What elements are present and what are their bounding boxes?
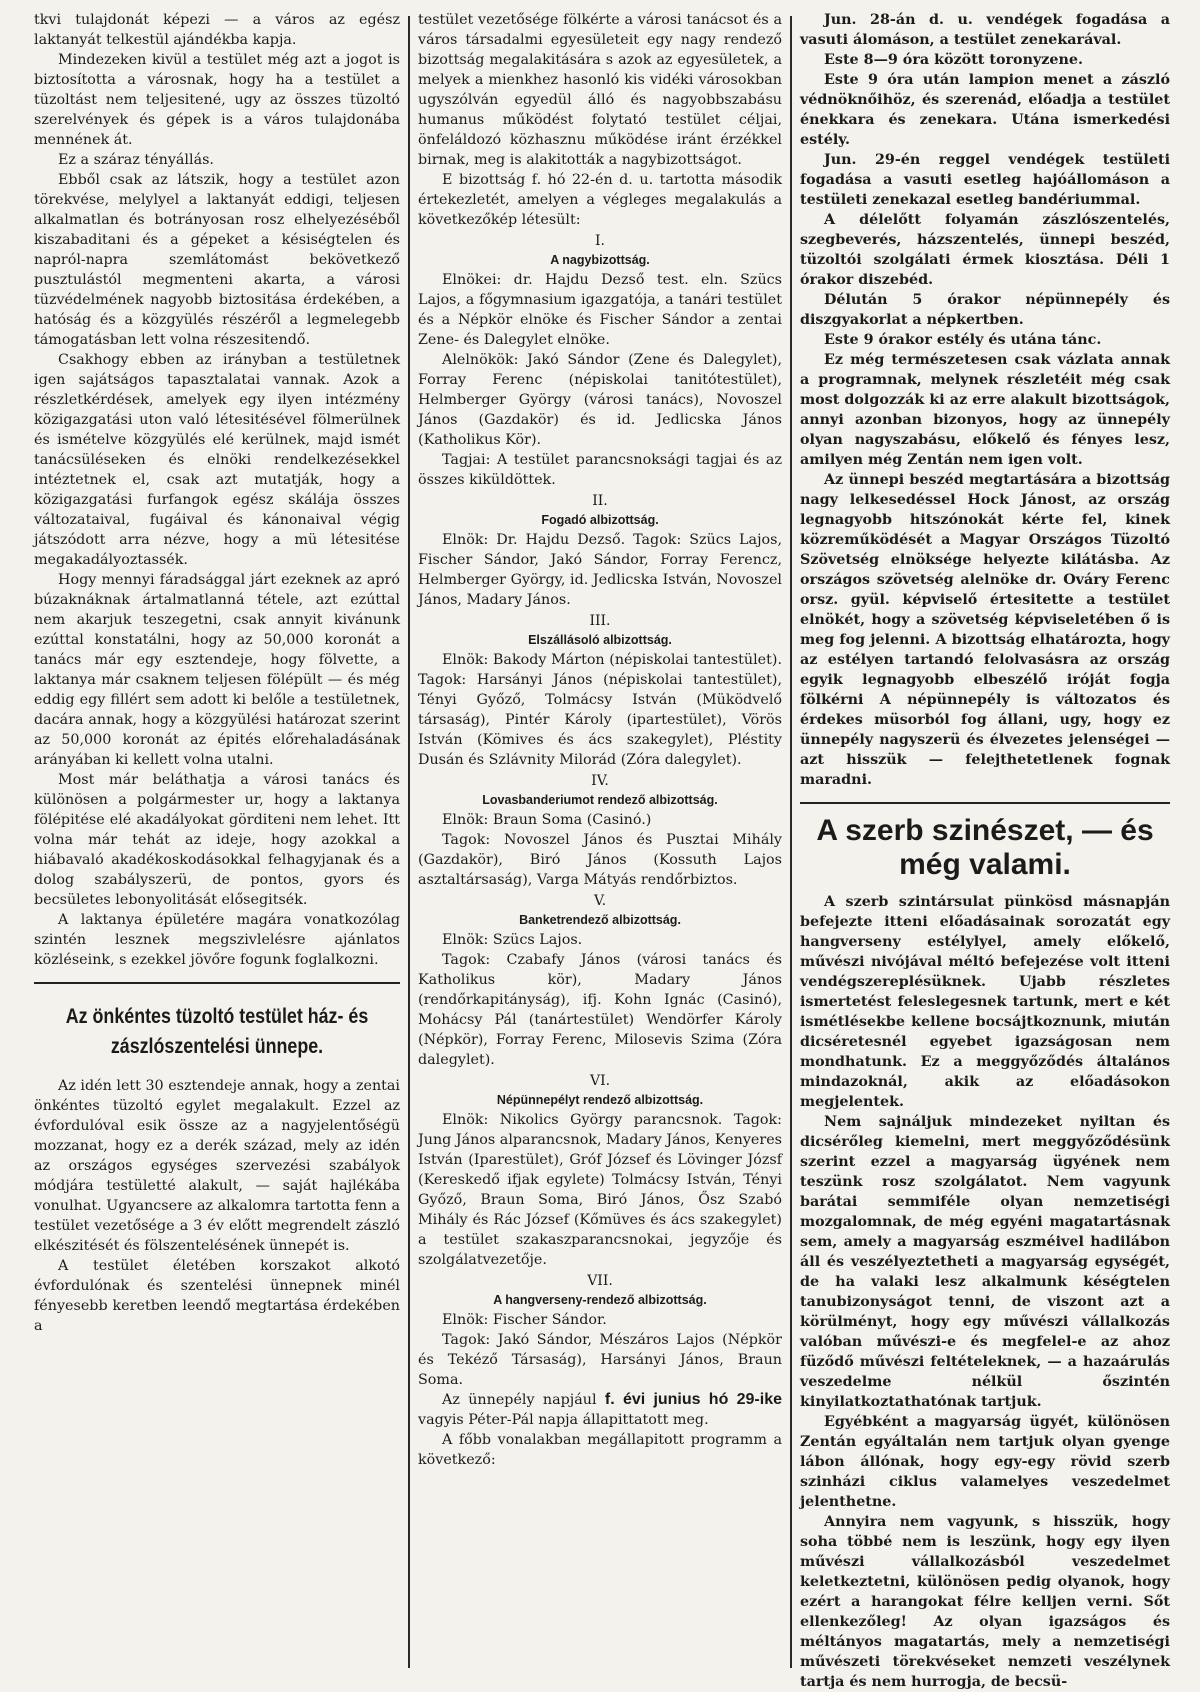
program-item: Este 9 órakor estély és utána tánc. bbox=[824, 332, 1102, 348]
paragraph: E bizottság f. hó 22-én d. u. tartotta második értekezletét, amelyen a végleges megalakulás a következőkép létesült: bbox=[418, 172, 782, 228]
committee-section-6 bbox=[418, 1072, 782, 1270]
program-item: Jun. 29-én reggel vendégek testületi fogadása a vasuti esetleg hajóállomáson a testületi zenekazal esetleg bandériummal. bbox=[800, 152, 1170, 208]
committee-section-1 bbox=[418, 232, 782, 490]
paragraph: Annyira nem vagyunk, s hisszük, hogy soha többé nem is leszünk, hogy egy ilyen művészi vállalkozásból veszedelmet keletkeztetni, különösen pedig olyanok, hogy ezért a harangokat félre kelljen verni. Sőt ellenkezőleg! Az olyan igazságos és méltányos magatartás, mely a nemzetiségi művészeti törekvéseket nemzeti veszélynek tartja és nem hurrogja, de becsü- bbox=[800, 1514, 1170, 1690]
paragraph: Hogy mennyi fáradsággal járt ezeknek az apró búzaknáknak ártalmatlanná tétele, azt ezúttal nem akarjuk teszegetni, csak annyit kivánunk ezúttal konstatálni, hogy az 50,000 koronát a tanács már egy esztendeje, hogy fölvette, a laktanya már csaknem teljesen fölépült — és még eddig egy fillért sem adott ki belőle a testületnek, dacára annak, hogy a közgyülési határozat szerint az 50,000 koronát az épités előrehaladásának arányában ki kellett volna utalni. bbox=[34, 572, 400, 768]
program-item: Ez még természetesen csak vázlata annak a programnak, melynek részletéit még csak most dolgozzák ki az erre alakult bizottságok, annyi azonban bizonyos, hogy az ünnepély olyan nagyszabásu, előkelő és fényes lesz, amilyen még Zentán nem igen volt. bbox=[800, 352, 1170, 468]
section-title: Lovasbanderiumot rendező albizottság. bbox=[482, 793, 718, 807]
festival-date-prefix: Az ünnepély napjául bbox=[442, 1392, 605, 1408]
section-line: Elnök: Szücs Lajos. bbox=[442, 932, 583, 948]
paragraph: Mindezeken kivül a testület még azt a jogot is biztosította a városnak, hogy ha a testület a tüzoltást nem teljesitené, ugy az összes tüzoltó szerelvények és gépek is a város tulajdonába mennének át. bbox=[34, 52, 400, 148]
committee-section-4 bbox=[418, 772, 782, 890]
section-number: I. bbox=[595, 233, 605, 249]
committee-section-3 bbox=[418, 612, 782, 770]
column-3 bbox=[800, 10, 1170, 1690]
section-number: V. bbox=[593, 893, 607, 909]
festival-date-paragraph bbox=[418, 1390, 782, 1430]
section-number: VII. bbox=[587, 1273, 613, 1289]
committee-section-5 bbox=[418, 892, 782, 1070]
section-number: III. bbox=[589, 613, 611, 629]
paragraph: A laktanya épületére magára vonatkozólag szintén lesznek megszivlelésre ajánlatos közléseink, s ezekkel jövőre fogunk foglalkozni. bbox=[34, 912, 400, 968]
committee-section-2 bbox=[418, 492, 782, 610]
section-title: A nagybizottság. bbox=[550, 253, 650, 267]
program-item: Este 9 óra után lampion menet a zászló védnöknőihöz, és szerenád, előadja a testület énekkara és zenekara. Utána ismerkedési estély. bbox=[800, 72, 1170, 148]
article-title-fire-brigade: Az önkéntes tüzoltó testület ház- és zászlószentelési ünnepe. bbox=[65, 1005, 369, 1058]
paragraph: Most már beláthatja a városi tanács és különösen a polgármester ur, hogy a laktanya fölépitése elé akadályokat görditeni nem lehet. Itt volna már tehát az ideje, hogy azokkal a hiábavaló akadékoskodásokkal felhagyjanak és a dolog szabályszerü, de pontos, gyors és becsületes lebonyolitását elősegitsék. bbox=[34, 772, 400, 908]
paragraph: Nem sajnáljuk mindezeket nyiltan és dicsérőleg kiemelni, mert meggyőződésünk szerint ezzel a magyarság ügyének nem teszünk rosz szolgálatot. Nem vagyunk barátai semmiféle olyan nemzetiségi mozgalomnak, de még egyéni magatartásnak sem, amely a magyarság eszméivel hadilábon áll és veszélyeztetheti a magyarság egységét, de ha valaki lesz alkalmunk késégtelen tanubizonyságot tenni, de viszont azt a körülményt, hogy egy művészi vállalkozás valóban művészi-e és megfelel-e az ahoz füződő művészi feltételeknek, — a hazaárulás veszedelme nélkül őszintén kinyilatkoztathatónak tartjuk. bbox=[800, 1114, 1170, 1410]
program-item: Délután 5 órakor népünnepély és diszgyakorlat a népkertben. bbox=[800, 292, 1170, 328]
section-line: Elnökei: dr. Hajdu Dezső test. eln. Szücs Lajos, a főgymnasium igazgatója, a tanári testület és a Népkör elnöke és Fischer Sándor a zentai Zene- és Dalegylet elnöke. bbox=[418, 272, 782, 348]
section-divider bbox=[800, 802, 1170, 804]
section-divider bbox=[34, 982, 400, 984]
section-line: Elnök: Dr. Hajdu Dezső. Tagok: Szücs Lajos, Fischer Sándor, Jakó Sándor, Forray Ferencz, Helmberger György, id. Jedlicska István, Novoszel János, Madary János. bbox=[418, 532, 782, 608]
col1-top-text bbox=[34, 10, 400, 970]
program-item: Az ünnepi beszéd megtartására a bizottság nagy lelkesedéssel Hock Jánost, az ország legnagyobb hitszónokát kérte fel, kinek közreműködését a Magyar Országos Tüzoltó Szövetség elnöksége helyezte kilátásba. Az országos szövetség alelnöke dr. Ováry Ferenc orsz. gyül. képviselő értesitette a testület elnökét, hogy a szövetség képviseletében ő is meg fog jelenni. A bizottság elhatározta, hogy az estélyen tartandó felolvasásra az ország egyik legnagyobb elbeszélő iróját fogja fölkérni A népünnepély is változatos és érdekes müsorból fog állani, ugy, hogy ez ünnepély nagyszerü és élvezetes jelenségei — azt hisszük — felejthetetlenek fognak maradni. bbox=[800, 472, 1170, 788]
section-title: A hangverseny-rendező albizottság. bbox=[493, 1293, 707, 1307]
paragraph: Ez a száraz tényállás. bbox=[58, 152, 214, 168]
section-line: Tagok: Novoszel János és Pusztai Mihály (Gazdakör), Biró János (Kossuth Lajos asztaltársaság), Varga Mátyás rendőrbiztos. bbox=[418, 832, 782, 888]
paragraph: A testület életében korszakot alkotó évfordulónak és szentelési ünnepnek minél fényesebb keretben leendő megtartása érdekében a bbox=[34, 1258, 400, 1334]
section-number: II. bbox=[592, 493, 608, 509]
section-line: Elnök: Fischer Sándor. bbox=[442, 1312, 607, 1328]
section-line: Elnök: Bakody Márton (népiskolai tantestület). Tagok: Harsányi János (népiskolai tantestület), Tényi Győző, Tolmácsy István (Müködvelő társaság), Pintér Károly (ipartestület), Vörös István (Kömives és ács szakegylet), Pléstity Dusán és Szlávnity Milorád (Zóra dalegylet). bbox=[418, 652, 782, 768]
column-rule-right bbox=[790, 16, 792, 1668]
section-line: Tagok: Czabafy János (városi tanács és Katholikus kör), Madary János (rendőrkapitányság), ifj. Kohn Ignác (Casinó), Mohácsy Pál (tanártestület) Wendörfer Károly (Népkör), Forray Ferenc, Milosevis Szima (Zóra dalegylet). bbox=[418, 952, 782, 1068]
paragraph: A szerb szintársulat pünkösd másnapján befejezte itteni előadásainak sorozatát egy hangverseny estélylyel, amely előkelő, művészi nivójával méltó befejezése volt itteni vendégszereplésüknek. Ujabb részletes ismertetést feleslegesnek tartunk, mert e két ismétlésekbe kellene bocsájtkoznunk, miután dicséretesnél egyebet igazságosan nem mondhatunk. Ez a meggyőződés általános mindazoknál, akik az előadásokon megjelentek. bbox=[800, 894, 1170, 1110]
paragraph: Ebből csak az látszik, hogy a testület azon törekvése, melylyel a laktanyát eddigi, teljesen alkalmatlan és botrányosan rosz elhelyezéséből kiszabaditani és a gépeket a késiségtelen és napról-napra szemlátomást bekövetkező pusztulástól megmenteni akarta, a városi tüzvédelmének nagyobb biztositása érdekében, a hatóság és a közgyülés részéről a legmelegebb támogatásban lett volna részesitendő. bbox=[34, 172, 400, 348]
program-item: Este 8—9 óra között toronyzene. bbox=[824, 52, 1083, 68]
paragraph: Az idén lett 30 esztendeje annak, hogy a zentai önkéntes tüzoltó egylet megalakult. Ezzel az évfordulóval esik össze az a nagyjelentőségü mozzanat, hogy ez a derék század, mely az idén az országos egységes szervezési szabályok módjára testületté alakult, — saját hajlékába vonulhat. Ugyancsere az alkalomra tartotta fenn a testület vezetősége a 3 év előtt megrendelt zászló elkészitését és fölszentelésének ünnepét is. bbox=[34, 1078, 400, 1254]
section-number: VI. bbox=[589, 1073, 611, 1089]
section-title: Banketrendező albizottság. bbox=[519, 913, 681, 927]
section-line: Elnök: Nikolics György parancsnok. Tagok: Jung János alparancsnok, Madary János, Kenyeres István (Iparestület), Gróf József és Lövinger Józsf (Kereskedő ifjak egylete) Tolmácsy István, Tényi Győző, Braun Soma, Biró János, Ősz Szabó Mihály és Rác József (Kőmüves és ács szakegylet) a testület szakaszparancsnokai, jegyzője és szolgálatvezetője. bbox=[418, 1112, 782, 1268]
paragraph: Egyébként a magyarság ügyét, különösen Zentán egyáltalán nem tartjuk olyan gyenge lábon állónak, hogy egy-egy rövid szerb szinházi ciklus valamelyes veszedelmet jelenthetne. bbox=[800, 1414, 1170, 1510]
program-intro: A főbb vonalakban megállapitott programm a következő: bbox=[418, 1432, 782, 1468]
section-line: Alelnökök: Jakó Sándor (Zene és Dalegylet), Forray Ferenc (népiskolai tanitótestület), Helmberger György (városi tanács), Novoszel János (Gazdakör) és id. Jedlicska János (Katholikus Kör). bbox=[418, 352, 782, 448]
program-item: Jun. 28-án d. u. vendégek fogadása a vasuti álomáson, a testület zenekarával. bbox=[800, 12, 1170, 48]
section-title: Fogadó albizottság. bbox=[541, 513, 659, 527]
section-title: Népünnepélyt rendező albizottság. bbox=[496, 1093, 704, 1107]
program-item: A délelőtt folyamán zászlószentelés, szegbeverés, házszentelés, ünnepi beszéd, tüzoltói szolgálati érmek kiosztása. Déli 1 órakor diszebéd. bbox=[800, 212, 1170, 288]
column-rule-left bbox=[408, 16, 410, 1668]
paragraph: tkvi tulajdonát képezi — a város az egész laktanyát telkestül ajándékba kapja. bbox=[34, 12, 400, 48]
section-line: Tagjai: A testület parancsnoksági tagjai és az összes kiküldöttek. bbox=[418, 452, 782, 488]
column-2 bbox=[418, 10, 782, 1674]
paragraph: testület vezetősége fölkérte a városi tanácsot és a város társadalmi egyesületeit egy nagy rendező bizottság megalakitására s azok az egyesületek, a melyek a mienkhez hasonló kis vidéki városokban ugyszólván egyedül álló és nagyobbszabásu humanus működést folytató testület céljai, önfeláldozó közhasznu működése iránt érzékkel birnak, meg is alakitották a nagybizottságot. bbox=[418, 12, 782, 168]
section-line: Elnök: Braun Soma (Casinó.) bbox=[442, 812, 652, 828]
section-title: Elszállásoló albizottság. bbox=[528, 633, 672, 647]
festival-date: f. évi junius hó 29-ike bbox=[604, 1391, 782, 1408]
committee-section-7 bbox=[418, 1272, 782, 1390]
paragraph: Csakhogy ebben az irányban a testületnek igen sajátságos tapasztalatai vannak. Azok a részletkérdések, amelyek egy ilyen intézmény közigazgatási uton való létesitésével fölmerülnek és ismételve közgyülés elé kerülnek, majd ismét tanácsüléseken és elnöki rendelkezésekkel intéztetnek el, csak azt mutatják, hogy a közigazgatási furfangok egész skálája összes változataival, fugáival és kánonaival végig játszódott arra nézve, hogy a mü létesitése megakadályoztassék. bbox=[34, 352, 400, 568]
festival-date-suffix: vagyis Péter-Pál napja állapittatott meg. bbox=[418, 1412, 709, 1428]
column-1 bbox=[34, 10, 400, 1674]
article-title-serbian-theatre: A szerb szinészet, — és még valami. bbox=[816, 814, 1154, 881]
section-number: IV. bbox=[591, 773, 609, 789]
section-line: Tagok: Jakó Sándor, Mészáros Lajos (Népkör és Tekéző Társaság), Harsányi János, Braun Soma. bbox=[418, 1332, 782, 1388]
